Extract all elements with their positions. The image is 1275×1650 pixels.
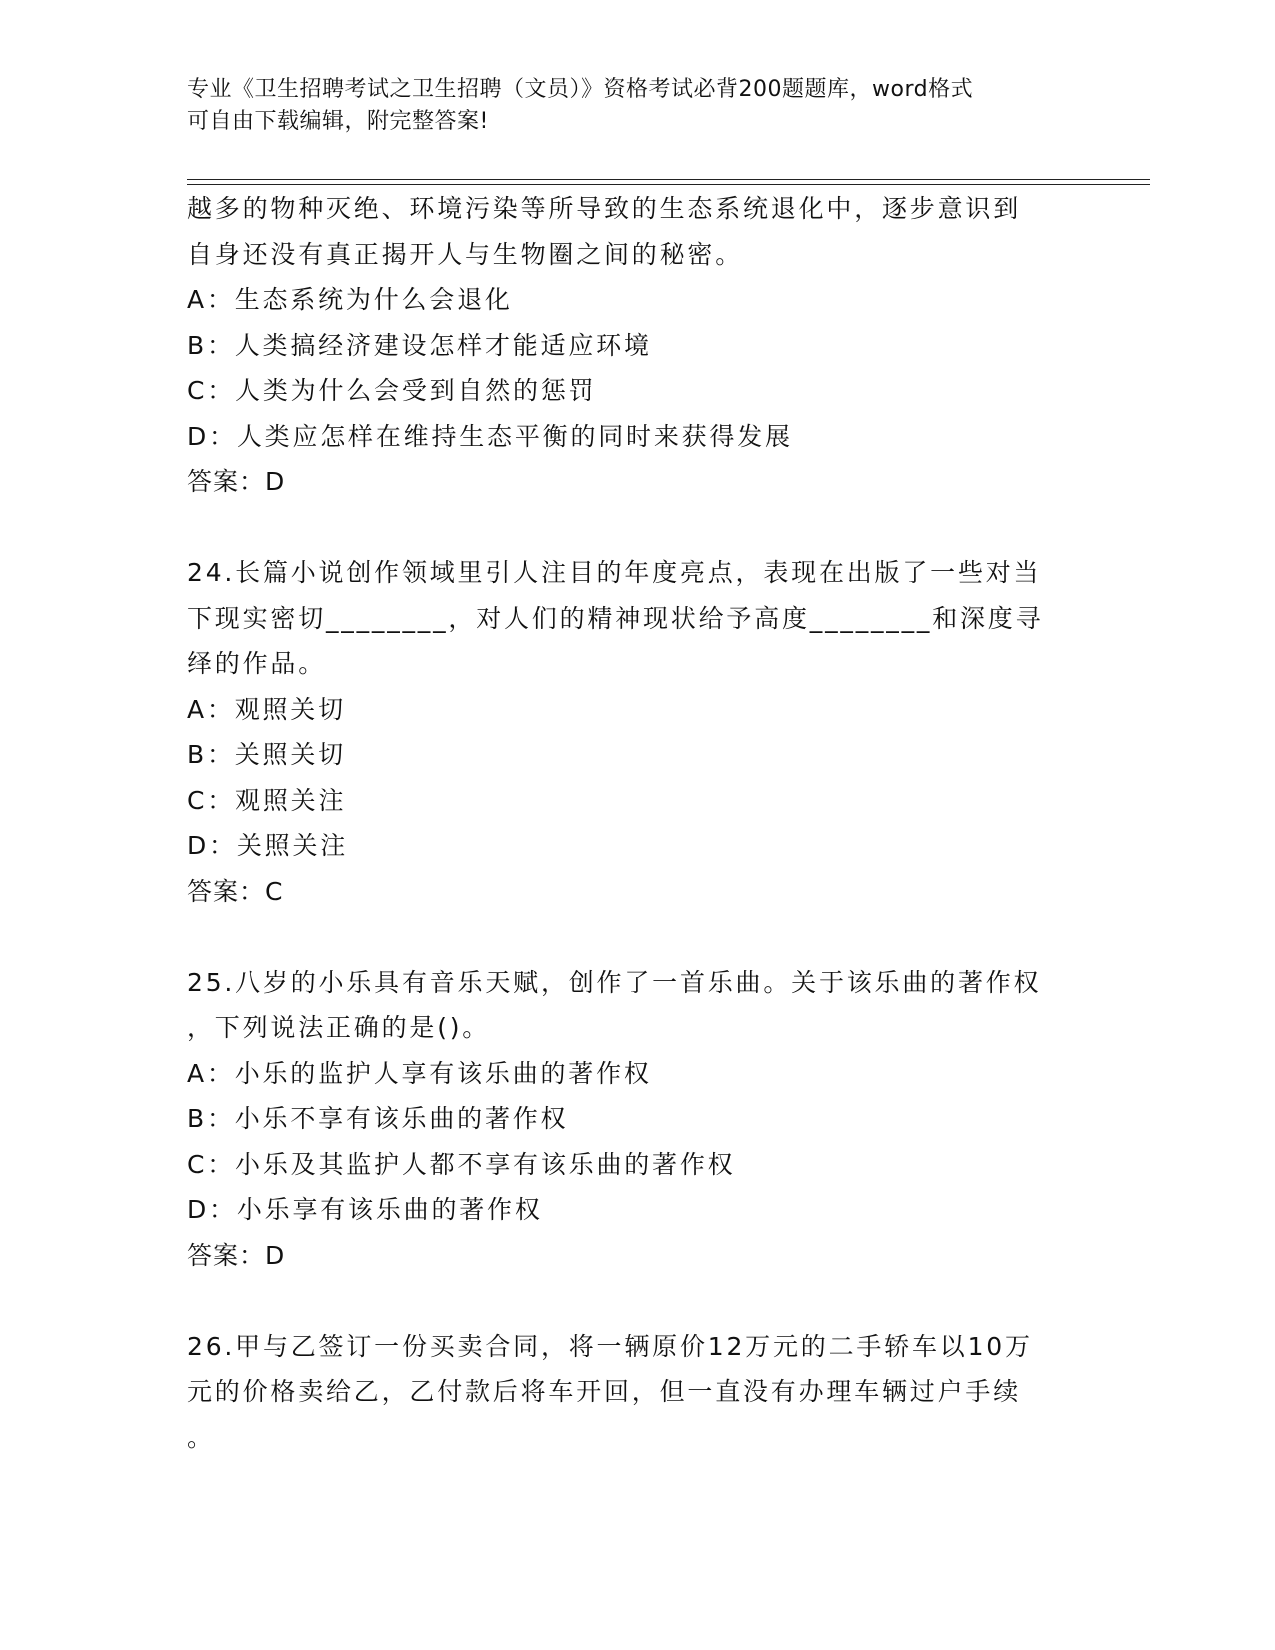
question-stem-line: ，下列说法正确的是()。 bbox=[187, 1013, 491, 1042]
option-b: B：人类搞经济建设怎样才能适应环境 bbox=[187, 330, 652, 360]
option-b: B：小乐不享有该乐曲的著作权 bbox=[187, 1104, 569, 1133]
answer-line: 答案：D bbox=[187, 467, 286, 496]
question-stem-line: 25.八岁的小乐具有音乐天赋，创作了一首乐曲。关于该乐曲的著作权 bbox=[187, 967, 1042, 997]
option-a: A：生态系统为什么会退化 bbox=[187, 285, 513, 314]
option-a: A：观照关切 bbox=[187, 694, 346, 724]
question-stem-line: 元的价格卖给乙，乙付款后将车开回，但一直没有办理车辆过户手续 bbox=[187, 1377, 1022, 1406]
answer-line: 答案：C bbox=[187, 876, 284, 906]
option-c: C：观照关注 bbox=[187, 785, 347, 815]
option-c: C：人类为什么会受到自然的惩罚 bbox=[187, 376, 597, 405]
option-a: A：小乐的监护人享有该乐曲的著作权 bbox=[187, 1058, 652, 1088]
option-d: D：人类应怎样在维持生态平衡的同时来获得发展 bbox=[187, 421, 793, 451]
question-spacer bbox=[187, 914, 1087, 960]
option-d: D：小乐享有该乐曲的著作权 bbox=[187, 1195, 543, 1224]
header-line-2: 可自由下载编辑，附完整答案! bbox=[187, 109, 489, 134]
option-c: C：小乐及其监护人都不享有该乐曲的著作权 bbox=[187, 1149, 736, 1179]
header-line-1: 专业《卫生招聘考试之卫生招聘（文员）》资格考试必背200题题库，word格式 bbox=[187, 77, 974, 102]
question-stem-line: 绎的作品。 bbox=[187, 649, 327, 678]
option-b: B：关照关切 bbox=[187, 740, 346, 769]
option-d: D：关照关注 bbox=[187, 831, 349, 860]
question-stem-line: 。 bbox=[187, 1422, 215, 1452]
document-header bbox=[187, 74, 1067, 138]
question-stem-line: 下现实密切________，对人们的精神现状给予高度________和深度寻 bbox=[187, 603, 1044, 633]
header-divider-bottom bbox=[187, 184, 1150, 185]
question-stem-line: 24.长篇小说创作领域里引人注目的年度亮点，表现在出版了一些对当 bbox=[187, 558, 1042, 587]
question-stem-line: 26.甲与乙签订一份买卖合同，将一辆原价12万元的二手轿车以10万 bbox=[187, 1331, 1033, 1361]
question-block bbox=[187, 1324, 1087, 1461]
question-spacer bbox=[187, 1278, 1087, 1324]
question-list bbox=[187, 186, 1087, 1460]
question-stem-line: 越多的物种灭绝、环境污染等所导致的生态系统退化中，逐步意识到 bbox=[187, 194, 1022, 223]
question-stem-line: 自身还没有真正揭开人与生物圈之间的秘密。 bbox=[187, 239, 744, 269]
header-divider-top bbox=[187, 179, 1150, 180]
question-spacer bbox=[187, 505, 1087, 551]
question-block bbox=[187, 550, 1087, 914]
question-block bbox=[187, 186, 1087, 505]
answer-line: 答案：D bbox=[187, 1240, 286, 1270]
question-block bbox=[187, 960, 1087, 1279]
